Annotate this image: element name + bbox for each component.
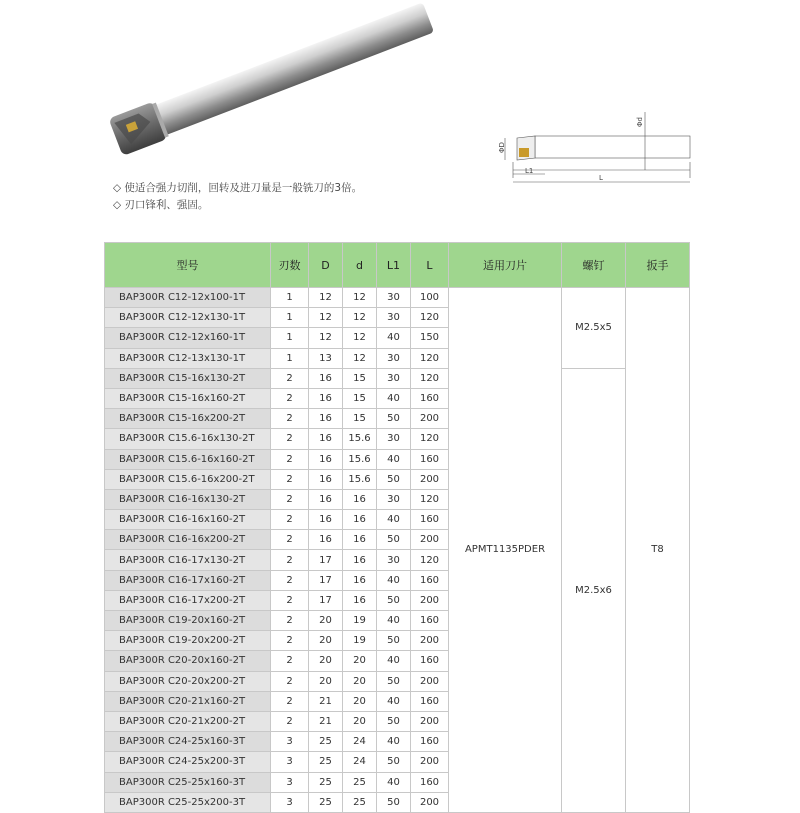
cell-l1: 50 [377,590,411,610]
cell-l1: 50 [377,671,411,691]
cell-model: BAP300R C15.6-16x160-2T [105,449,271,469]
cell-screw: M2.5x5 [562,288,626,369]
header-screw: 螺钉 [562,243,626,288]
cell-insert: APMT1135PDER [449,288,562,813]
cell-l: 160 [411,651,449,671]
header-L: L [411,243,449,288]
cell-l: 120 [411,308,449,328]
cell-d: 12 [309,288,343,308]
cell-d: 20 [343,671,377,691]
cell-l1: 30 [377,429,411,449]
cell-d: 13 [309,348,343,368]
cell-d: 16 [309,489,343,509]
cell-l: 120 [411,348,449,368]
cell-d: 12 [343,288,377,308]
cell-d: 21 [309,691,343,711]
cell-z: 2 [271,469,309,489]
cell-l1: 40 [377,732,411,752]
cell-model: BAP300R C20-21x200-2T [105,711,271,731]
cell-d: 16 [343,550,377,570]
cell-d: 16 [309,388,343,408]
cell-l: 160 [411,388,449,408]
cell-model: BAP300R C12-13x130-1T [105,348,271,368]
header-flutes: 刃数 [271,243,309,288]
cell-d: 15.6 [343,429,377,449]
cell-l: 120 [411,489,449,509]
cell-z: 3 [271,792,309,812]
drawing-label-d: Φd [636,117,644,127]
cell-l: 200 [411,711,449,731]
cell-d: 25 [309,772,343,792]
cell-z: 2 [271,590,309,610]
spec-table [104,242,690,813]
cell-d: 16 [309,469,343,489]
cell-z: 2 [271,550,309,570]
cell-model: BAP300R C25-25x160-3T [105,772,271,792]
cell-l1: 40 [377,651,411,671]
cell-model: BAP300R C19-20x160-2T [105,611,271,631]
cell-model: BAP300R C25-25x200-3T [105,792,271,812]
cell-z: 3 [271,732,309,752]
cell-d: 17 [309,570,343,590]
cell-l1: 30 [377,489,411,509]
cell-d: 25 [309,792,343,812]
cell-d: 16 [343,590,377,610]
cell-model: BAP300R C12-12x130-1T [105,308,271,328]
cell-l1: 40 [377,611,411,631]
cell-wrench: T8 [626,288,690,813]
table-header-row [105,243,690,288]
cell-z: 1 [271,348,309,368]
cell-d: 15.6 [343,469,377,489]
cell-l1: 40 [377,510,411,530]
cell-z: 2 [271,409,309,429]
feature-item: ◇ 使适合强力切削，回转及进刀量是一般铣刀的3倍。 [113,182,363,194]
cell-d: 12 [343,308,377,328]
cell-model: BAP300R C15-16x200-2T [105,409,271,429]
cell-z: 2 [271,388,309,408]
cell-d: 12 [343,328,377,348]
cell-z: 2 [271,368,309,388]
cell-d: 20 [309,631,343,651]
cell-z: 2 [271,570,309,590]
cell-l: 160 [411,732,449,752]
cell-d: 25 [343,772,377,792]
cell-model: BAP300R C16-16x160-2T [105,510,271,530]
cell-model: BAP300R C16-17x160-2T [105,570,271,590]
cell-d: 12 [309,328,343,348]
cell-d: 15 [343,409,377,429]
cell-d: 20 [309,611,343,631]
cell-l1: 50 [377,752,411,772]
cell-d: 16 [309,530,343,550]
drawing-label-L1: L1 [525,167,534,175]
cell-l1: 40 [377,388,411,408]
cell-z: 2 [271,489,309,509]
cell-d: 25 [309,732,343,752]
cell-d: 21 [309,711,343,731]
cell-d: 16 [309,510,343,530]
header-insert: 适用刀片 [449,243,562,288]
cell-model: BAP300R C15-16x160-2T [105,388,271,408]
cell-z: 2 [271,671,309,691]
cell-l: 200 [411,631,449,651]
header-d: d [343,243,377,288]
cell-model: BAP300R C19-20x200-2T [105,631,271,651]
cell-l1: 40 [377,691,411,711]
cell-d: 19 [343,611,377,631]
cell-l: 100 [411,288,449,308]
cell-z: 2 [271,631,309,651]
cell-model: BAP300R C16-16x130-2T [105,489,271,509]
cell-model: BAP300R C12-12x160-1T [105,328,271,348]
cell-l: 150 [411,328,449,348]
cell-l: 160 [411,772,449,792]
cell-l: 160 [411,691,449,711]
cell-l: 200 [411,530,449,550]
cell-d: 19 [343,631,377,651]
header-wrench: 扳手 [626,243,690,288]
cell-model: BAP300R C20-20x160-2T [105,651,271,671]
header-L1: L1 [377,243,411,288]
table-row [105,368,690,388]
cell-l1: 40 [377,570,411,590]
cell-d: 24 [343,732,377,752]
cell-d: 20 [343,691,377,711]
cell-d: 17 [309,590,343,610]
cell-z: 2 [271,691,309,711]
cell-d: 16 [343,510,377,530]
cell-d: 15 [343,368,377,388]
cell-d: 16 [309,429,343,449]
cell-l1: 30 [377,288,411,308]
cell-model: BAP300R C15-16x130-2T [105,368,271,388]
cell-l1: 50 [377,792,411,812]
cell-d: 24 [343,752,377,772]
feature-list [113,180,362,214]
cell-d: 12 [343,348,377,368]
cell-z: 2 [271,611,309,631]
cell-l1: 30 [377,550,411,570]
cell-z: 2 [271,429,309,449]
cell-l: 120 [411,368,449,388]
cell-d: 17 [309,550,343,570]
cell-d: 15.6 [343,449,377,469]
cell-l1: 40 [377,772,411,792]
cell-l1: 30 [377,368,411,388]
cell-z: 1 [271,308,309,328]
cell-model: BAP300R C12-12x100-1T [105,288,271,308]
cell-z: 2 [271,530,309,550]
cell-model: BAP300R C15.6-16x200-2T [105,469,271,489]
feature-item: ◇ 刃口锋利、强固。 [113,199,209,211]
cell-model: BAP300R C20-20x200-2T [105,671,271,691]
cell-z: 2 [271,449,309,469]
cell-z: 3 [271,752,309,772]
cell-d: 16 [343,489,377,509]
cell-d: 20 [343,651,377,671]
cell-d: 16 [309,368,343,388]
drawing-label-L: L [599,174,603,182]
cell-z: 2 [271,651,309,671]
cell-model: BAP300R C15.6-16x130-2T [105,429,271,449]
cell-l: 160 [411,510,449,530]
cell-l: 200 [411,752,449,772]
cell-d: 16 [309,449,343,469]
cell-l1: 30 [377,348,411,368]
cell-l: 200 [411,469,449,489]
cell-z: 2 [271,510,309,530]
cell-z: 1 [271,288,309,308]
cell-d: 20 [309,651,343,671]
cell-d: 25 [343,792,377,812]
cell-z: 3 [271,772,309,792]
cell-l: 200 [411,409,449,429]
cell-screw: M2.5x6 [562,368,626,812]
drawing-label-D: ΦD [498,142,506,153]
cell-d: 12 [309,308,343,328]
cell-d: 16 [343,530,377,550]
cell-l: 160 [411,570,449,590]
cell-model: BAP300R C24-25x160-3T [105,732,271,752]
cell-z: 1 [271,328,309,348]
cell-d: 15 [343,388,377,408]
cell-l1: 30 [377,308,411,328]
cell-l1: 50 [377,409,411,429]
cell-l1: 50 [377,469,411,489]
cell-l: 160 [411,449,449,469]
cell-l1: 50 [377,711,411,731]
cell-model: BAP300R C24-25x200-3T [105,752,271,772]
cell-l: 120 [411,550,449,570]
header-model: 型号 [105,243,271,288]
cell-l: 120 [411,429,449,449]
cell-d: 20 [309,671,343,691]
cell-l1: 50 [377,631,411,651]
cell-l: 160 [411,611,449,631]
cell-d: 25 [309,752,343,772]
cell-l: 200 [411,671,449,691]
product-photo [95,0,440,160]
cell-d: 16 [309,409,343,429]
cell-model: BAP300R C20-21x160-2T [105,691,271,711]
cell-z: 2 [271,711,309,731]
cell-d: 16 [343,570,377,590]
table-row [105,288,690,308]
cell-l1: 40 [377,449,411,469]
cell-model: BAP300R C16-17x130-2T [105,550,271,570]
header-D: D [309,243,343,288]
cell-l: 200 [411,792,449,812]
cell-l: 200 [411,590,449,610]
cell-model: BAP300R C16-17x200-2T [105,590,271,610]
cell-model: BAP300R C16-16x200-2T [105,530,271,550]
technical-drawing [495,100,705,190]
cell-l1: 40 [377,328,411,348]
cell-d: 20 [343,711,377,731]
cell-l1: 50 [377,530,411,550]
